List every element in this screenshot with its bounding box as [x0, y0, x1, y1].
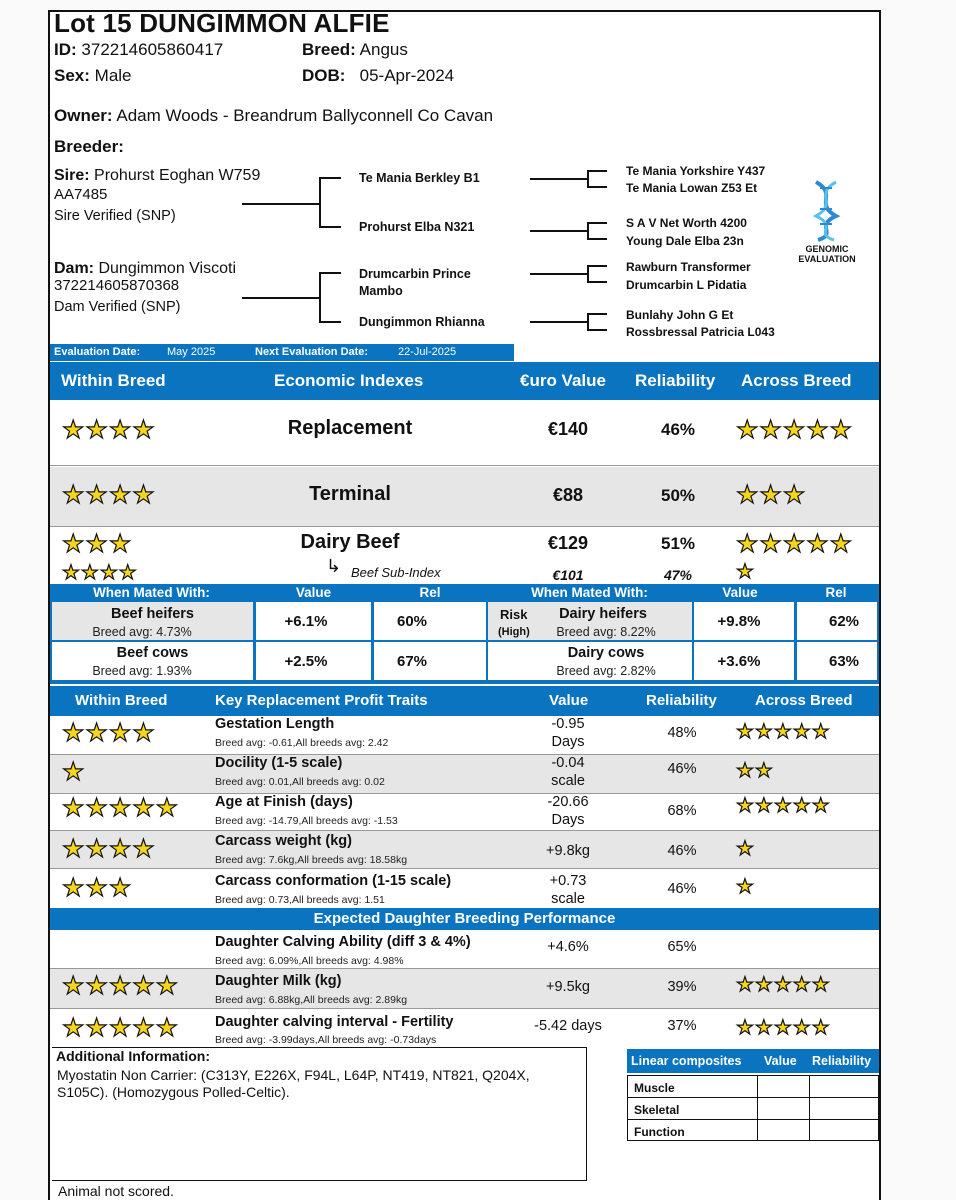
trait-avg: Breed avg: -0.61,All breeds avg: 2.42 — [215, 737, 389, 749]
mated-header-right: When Mated With: — [531, 585, 648, 600]
trait-row — [50, 716, 879, 755]
pedigree-line — [530, 273, 588, 275]
mated-value-cell — [256, 602, 371, 640]
daughter-header: Expected Daughter Breeding Performance — [50, 908, 879, 930]
ggp-8: Rossbressal Patricia L043 — [626, 325, 775, 339]
mated-right-name-cell — [488, 642, 692, 680]
pedigree-line — [319, 272, 321, 322]
ggp-2: Te Mania Lowan Z53 Et — [626, 181, 758, 195]
pedigree-line — [242, 297, 320, 299]
granddam-2: Dungimmon Rhianna — [359, 315, 485, 329]
pedigree-line — [587, 222, 589, 239]
econ-within-header: Within Breed — [61, 371, 166, 390]
lot-title: Lot 15 DUNGIMMON ALFIE — [54, 8, 390, 38]
dam-verified: Dam Verified (SNP) — [54, 299, 181, 315]
across-stars: ★ — [736, 838, 755, 860]
trait-name: Gestation Length — [215, 716, 335, 732]
linear-divider — [809, 1076, 810, 1140]
breed-row — [302, 40, 408, 60]
within-stars: ★★★ — [62, 874, 133, 902]
trait-unit: scale — [551, 773, 585, 789]
mated-value-cell — [256, 642, 371, 680]
trait-name: Daughter Calving Ability (diff 3 & 4%) — [215, 934, 471, 950]
econ-reliability-header: Reliability — [635, 371, 716, 390]
mated-name: Beef cows — [116, 645, 189, 661]
trait-rel: 46% — [667, 843, 697, 859]
ggp-4: Young Dale Elba 23n — [626, 234, 744, 248]
mated-value: +6.1% — [284, 613, 328, 630]
next-eval-value: 22-Jul-2025 — [398, 346, 457, 358]
breed-value: Angus — [359, 40, 408, 59]
genomic-line2: EVALUATION — [798, 254, 856, 264]
mated-avg: Breed avg: 1.93% — [92, 664, 192, 678]
within-stars: ★★★★ — [62, 719, 156, 747]
owner-value: Adam Woods - Breandrum Ballyconnell Co Cavan — [116, 106, 494, 125]
sire-code: AA7485 — [54, 186, 108, 203]
linear-title: Linear composites — [631, 1054, 742, 1068]
linear-header — [627, 1049, 879, 1073]
trait-name: Daughter calving interval - Fertility — [215, 1014, 454, 1030]
dam-name: Dungimmon Viscoti — [98, 260, 237, 277]
traits-within-header: Within Breed — [75, 692, 168, 709]
across-stars: ★★ — [736, 760, 774, 782]
pedigree-line — [587, 222, 607, 224]
additional-info-text: Myostatin Non Carrier: (C313Y, E226X, F94L, L64P, NT419, NT821, Q204X, S105C). (Homozygous Polled-Celtic). — [57, 1067, 530, 1100]
dam-code: 372214605870368 — [54, 277, 180, 294]
trait-unit: scale — [551, 891, 585, 907]
risk-level: (High) — [498, 626, 530, 638]
trait-name: Carcass conformation (1-15 scale) — [215, 873, 452, 889]
econ-across-header: Across Breed — [741, 371, 852, 390]
ggp-3: S A V Net Worth 4200 — [626, 216, 747, 230]
grandsire-1: Te Mania Berkley B1 — [359, 171, 480, 185]
within-stars: ★★★★ — [62, 481, 156, 509]
trait-row — [50, 755, 879, 794]
linear-row — [628, 1076, 878, 1098]
ggp-6: Drumcarbin L Pidatia — [626, 278, 747, 292]
trait-row — [50, 831, 879, 869]
pedigree-line — [587, 329, 607, 331]
mated-rel-cell — [797, 642, 877, 680]
mated-header-value2: Value — [722, 585, 758, 600]
mated-value-cell — [694, 642, 794, 680]
genomic-line1: GENOMIC — [805, 244, 849, 254]
trait-name: Daughter Milk (kg) — [215, 973, 342, 989]
sire-name: Prohurst Eoghan W759 — [94, 167, 261, 184]
trait-unit: Days — [551, 812, 585, 828]
index-name: Dairy Beef — [300, 531, 400, 553]
trait-value: +0.73 — [549, 873, 587, 889]
mated-avg: Breed avg: 8.22% — [556, 625, 656, 639]
econ-indexes-header: Economic Indexes — [274, 371, 424, 390]
pedigree-line — [587, 238, 607, 240]
trait-name: Carcass weight (kg) — [215, 833, 352, 849]
index-name: Replacement — [287, 417, 413, 439]
mated-header-rel: Rel — [419, 585, 441, 600]
pedigree-line — [530, 178, 588, 180]
trait-avg: Breed avg: 6.09%,All breeds avg: 4.98% — [215, 955, 404, 967]
ggp-1: Te Mania Yorkshire Y437 — [626, 164, 766, 178]
id-label: ID: — [54, 40, 77, 59]
within-stars: ★★★★★ — [62, 972, 180, 1000]
ggp-7: Bunlahy John G Et — [626, 308, 734, 322]
across-stars: ★★★★★ — [736, 974, 831, 996]
trait-value: +9.5kg — [546, 979, 590, 995]
risk-label: Risk — [500, 607, 528, 622]
eval-date-label: Evaluation Date: — [54, 346, 141, 358]
linear-row — [628, 1120, 878, 1140]
within-stars: ★★★★★ — [62, 1014, 180, 1042]
trait-value: -20.66 — [547, 794, 589, 810]
granddam-1a: Drumcarbin Prince — [359, 267, 471, 281]
mated-name: Dairy heifers — [559, 606, 647, 622]
trait-value: -0.95 — [551, 716, 585, 732]
linear-divider — [757, 1076, 758, 1140]
breeder-label: Breeder: — [54, 137, 124, 156]
across-stars: ★★★★★ — [736, 416, 854, 444]
beef-sub-index-label: Beef Sub-Index — [351, 565, 441, 580]
trait-unit: Days — [551, 734, 585, 750]
sex-label: Sex: — [54, 66, 90, 85]
trait-value: +4.6% — [547, 939, 589, 955]
animal-not-scored: Animal not scored. — [58, 1183, 174, 1199]
evaluation-date-bar — [50, 344, 514, 361]
across-stars: ★★★★★ — [736, 1017, 831, 1039]
next-eval-label: Next Evaluation Date: — [255, 346, 369, 358]
pedigree-line — [530, 321, 588, 323]
trait-avg: Breed avg: 7.6kg,All breeds avg: 18.58kg — [215, 854, 408, 866]
within-stars: ★★★★ — [62, 835, 156, 863]
owner-label: Owner: — [54, 106, 113, 125]
mated-value: +2.5% — [284, 653, 328, 670]
breeder-row — [54, 137, 124, 157]
mated-rel: 67% — [396, 653, 428, 670]
trait-name: Docility (1-5 scale) — [215, 755, 343, 771]
trait-rel: 65% — [667, 939, 697, 955]
dna-icon — [808, 180, 844, 242]
traits-value-header: Value — [549, 692, 589, 709]
mated-left-name-cell — [52, 642, 253, 680]
sire-label: Sire: — [54, 167, 90, 184]
trait-rel: 46% — [667, 761, 697, 777]
mated-left-name-cell — [52, 602, 253, 640]
euro-value: €140 — [547, 419, 589, 439]
econ-header — [50, 362, 879, 400]
across-stars: ★★★ — [736, 481, 807, 509]
trait-avg: Breed avg: 0.01,All breeds avg: 0.02 — [215, 776, 385, 788]
pedigree-line — [587, 170, 589, 187]
mated-rel-cell — [797, 602, 877, 640]
index-name: Terminal — [309, 483, 391, 505]
mated-value-cell — [694, 602, 794, 640]
pedigree-line — [587, 186, 607, 188]
trait-rel: 37% — [667, 1018, 697, 1034]
sub-across-stars: ★ — [736, 561, 755, 583]
mated-rel: 60% — [396, 613, 428, 630]
id-row — [54, 40, 223, 60]
owner-row — [54, 106, 493, 126]
dob-row — [302, 66, 454, 86]
sub-within-stars: ★★★★ — [62, 562, 138, 584]
mated-header — [50, 584, 879, 601]
ggp-5: Rawburn Transformer — [626, 260, 751, 274]
trait-avg: Breed avg: 0.73,All breeds avg: 1.51 — [215, 894, 385, 906]
mated-header-value: Value — [295, 585, 332, 600]
granddam-1b: Mambo — [359, 284, 403, 298]
trait-rel: 46% — [667, 881, 697, 897]
linear-row-label: Skeletal — [634, 1103, 680, 1117]
grandsire-2: Prohurst Elba N321 — [359, 220, 475, 234]
pedigree-line — [319, 321, 341, 323]
sex-value: Male — [94, 66, 132, 85]
euro-value: €88 — [552, 485, 584, 505]
trait-value: -0.04 — [551, 755, 585, 771]
trait-row — [50, 794, 879, 831]
across-stars: ★ — [736, 876, 755, 898]
traits-title-header: Key Replacement Profit Traits — [215, 692, 428, 709]
traits-across-header: Across Breed — [755, 692, 853, 709]
within-stars: ★★★★★ — [62, 794, 180, 822]
trait-rel: 68% — [667, 803, 697, 819]
linear-row-label: Muscle — [634, 1081, 675, 1095]
across-stars: ★★★★★ — [736, 721, 831, 743]
sex-row — [54, 66, 132, 86]
sub-index-arrow-icon: ↳ — [326, 556, 342, 576]
pedigree-line — [319, 177, 341, 179]
mated-value: +3.6% — [717, 653, 761, 670]
mated-header-left: When Mated With: — [93, 585, 210, 600]
beef-sub-rel: 47% — [663, 567, 693, 583]
mated-rel: 63% — [828, 653, 860, 670]
trait-value: +9.8kg — [546, 843, 590, 859]
mated-rel-cell — [374, 602, 486, 640]
mated-rel-cell — [374, 642, 486, 680]
pedigree-line — [587, 170, 607, 172]
reliability-value: 46% — [660, 420, 696, 439]
pedigree-line — [587, 313, 607, 315]
additional-info-title: Additional Information: — [56, 1048, 210, 1064]
within-stars: ★ — [62, 758, 86, 786]
linear-row-label: Function — [634, 1125, 685, 1139]
mated-avg: Breed avg: 4.73% — [92, 625, 192, 639]
traits-reliability-header: Reliability — [646, 692, 717, 709]
pedigree-line — [319, 272, 341, 274]
daughter-row — [50, 969, 879, 1009]
mated-name: Beef heifers — [110, 606, 194, 622]
trait-name: Age at Finish (days) — [215, 794, 353, 810]
econ-row — [50, 528, 879, 584]
across-stars: ★★★★★ — [736, 795, 831, 817]
trait-avg: Breed avg: -14.79,All breeds avg: -1.53 — [215, 815, 398, 827]
pedigree-line — [587, 281, 607, 283]
trait-avg: Breed avg: -3.99days,All breeds avg: -0.73days — [215, 1034, 437, 1046]
genomic-label — [790, 244, 864, 264]
sire-verified: Sire Verified (SNP) — [54, 208, 176, 224]
pedigree-line — [530, 230, 588, 232]
across-stars: ★★★★★ — [736, 530, 854, 558]
dam-label: Dam: — [54, 260, 95, 277]
trait-row — [50, 869, 879, 908]
econ-row — [50, 467, 879, 527]
within-stars: ★★★★ — [62, 416, 156, 444]
trait-avg: Breed avg: 6.88kg,All breeds avg: 2.89kg — [215, 994, 408, 1006]
within-stars: ★★★ — [62, 530, 133, 558]
trait-value: -5.42 days — [534, 1018, 602, 1034]
pedigree-line — [587, 265, 607, 267]
mated-avg: Breed avg: 2.82% — [556, 664, 656, 678]
econ-row — [50, 400, 879, 466]
pedigree-line — [319, 177, 321, 227]
linear-table — [627, 1075, 879, 1141]
traits-header — [50, 686, 879, 716]
reliability-value: 50% — [660, 486, 696, 505]
id-value: 372214605860417 — [81, 40, 224, 59]
daughter-row — [50, 1009, 879, 1047]
pedigree-line — [242, 203, 320, 205]
daughter-row — [50, 930, 879, 969]
mated-name: Dairy cows — [567, 645, 645, 661]
pedigree-line — [587, 313, 589, 330]
dob-label: DOB: — [302, 66, 346, 85]
breed-label: Breed: — [302, 40, 356, 59]
pedigree-line — [319, 226, 341, 228]
dob-value: 05-Apr-2024 — [359, 66, 455, 85]
mated-value: +9.8% — [717, 613, 761, 630]
econ-value-header: €uro Value — [520, 371, 606, 390]
pedigree-line — [587, 265, 589, 282]
trait-rel: 48% — [667, 725, 697, 741]
mated-header-rel2: Rel — [825, 585, 847, 600]
dam-row — [54, 260, 236, 278]
trait-rel: 39% — [667, 979, 697, 995]
eval-date-value: May 2025 — [167, 346, 216, 358]
linear-row — [628, 1098, 878, 1120]
euro-value: €129 — [547, 533, 589, 553]
linear-value-header: Value — [764, 1054, 797, 1068]
sire-row — [54, 167, 260, 185]
beef-sub-value: €101 — [552, 567, 584, 583]
mated-right-name-cell — [488, 602, 692, 640]
mated-rel: 62% — [828, 613, 860, 630]
reliability-value: 51% — [660, 534, 696, 553]
linear-reliability-header: Reliability — [812, 1054, 872, 1068]
